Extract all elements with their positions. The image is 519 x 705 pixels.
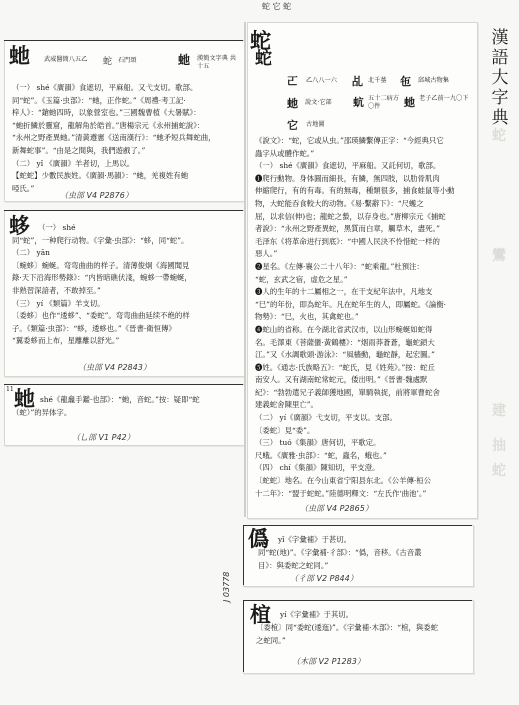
body-line: 〔蜿蛥〕蜿蜒。弯弯曲曲的样子。清薄俊炯《海國聞見: [12, 260, 190, 270]
body-line: 目》：與委蛇之蛇同。”: [258, 560, 329, 570]
body-line: 毛泽东《将革命进行到底》：“中國人民決不怜惜蛇一样的: [255, 236, 440, 246]
card-left-rule: [243, 600, 244, 672]
title-char: 語: [491, 48, 509, 68]
entry-headword: 蛇: [250, 28, 271, 53]
body-line: （二） yǐ 《廣韻》羊者切，上馬以。: [12, 158, 135, 168]
body-line: 十二年》：“盟于蛇蛇。”陸德明釋文：“左氏作‘曲池’。”: [255, 488, 427, 498]
body-line: “永州之野產異虵。”清黃遵憲《送南漢行》：“虵矛短兵舞蛇曲，: [12, 133, 216, 143]
card-left-rule: [243, 525, 244, 585]
body-line: 子。《類篇·虫部》：“蛥，逶蛥也。”《晉書·衛恒傳》: [12, 323, 176, 333]
body-line: （一） shé《廣韻》食遮切，平麻船。又弋支切。歌部。: [12, 83, 198, 92]
body-line: ❺姓。《通志·氏族略五》：“蛇氏，見《姓苑》。”按：蛇丘: [255, 362, 435, 372]
body-line: 梓人》：“鎗虵四時，以象營室也。”三國魏曹植《大暑賦》：: [12, 108, 201, 118]
body-line: 同“蛇”，一种爬行动物。《字彙·虫部》：“蛥，同“蛇”。: [12, 235, 189, 245]
entry-body: [278, 534, 470, 547]
ghost-char: 蛇: [492, 128, 506, 144]
body-line: 【蛇蛇】少數民族姓。《廣韻·馬韻》：“虵，羌複姓有虵: [12, 171, 189, 181]
ghost-char: 抽: [492, 438, 506, 454]
dictionary-title: [489, 28, 511, 128]
body-line: yǐ《字彙補》于甚切。: [278, 535, 352, 544]
seal-glyph: 𠀀: [287, 75, 298, 88]
form-source: 說文·它部: [305, 99, 332, 106]
entry-body-cont: [256, 622, 470, 647]
body-line: （二） yān: [12, 248, 50, 258]
body-line: 錄·天下沿海形勢錄》：“内皆暗礁伏淺，蜿蛥一帶蜿蜒，: [12, 273, 192, 283]
body-line: （二） yí《廣韻》弋支切，平支以。支部。: [255, 413, 397, 423]
body-line: 同“蛇(地)”。《字彙補·彳部》：“僞，音移。《古音叢: [258, 548, 422, 557]
body-line: 同“蛇”。《玉篇·虫部》：“虵，正作蛇。”《周禮·考工記·: [12, 95, 186, 105]
form-source: 武威醫簡八五乙: [44, 56, 88, 63]
body-line: （四） chí《集韻》陳知切，平支澄。: [255, 463, 380, 473]
handwritten-ref: （乚部 V1 P42）: [72, 433, 135, 442]
body-line: “巳”的年份，即為蛇年。凡在蛇年生的人，即屬蛇。《論衡·: [255, 299, 446, 309]
body-line: 〔蛇蛇〕地名。在今山東省宁阳县东北。《公羊傳·桓公: [255, 476, 432, 486]
body-line: 尺蛾。《廣雅·虫部》：“蛇，蟲名，蛾也。”: [255, 450, 387, 460]
form-source: 五十二病方 〇件: [368, 95, 399, 111]
entry-headword: 椬: [250, 602, 271, 627]
body-line: 南安人。又有湖南蛇常蛇元，倭出明。”《晉書·魏處默: [255, 375, 428, 385]
form-glyph: 蛇: [103, 57, 113, 67]
body-line: 物，大蛇能吞食較大的动物。《易·繫辭下》：“尺蠖之: [255, 198, 424, 208]
seal-glyph: 虵: [404, 96, 415, 109]
handwritten-ref: （虫部 V4 P2843）: [78, 363, 151, 372]
body-line: 名。毛澤東《菩薩蠻·黃鶴樓》：“烟雨莽蒼蒼，龜蛇鎖大: [255, 337, 435, 347]
body-line: 建義蛇舍陳里亡”。: [255, 400, 318, 410]
body-line: 新舞蛇事”。“由是之間與，我們遊戲了。”: [12, 145, 146, 155]
form-source: 古地圖: [306, 121, 325, 128]
top-margin-label: 蛇 它 蛇: [262, 2, 292, 11]
card-top-rule: [243, 600, 472, 601]
form-source: 乙八八一六: [306, 77, 337, 84]
body-line: yí《字彙補》于其切。: [280, 610, 354, 619]
body-line: 〔委蛥〕也作“逶蛥”、“委蛇”。弯弯曲曲延续不绝的样: [12, 311, 190, 321]
body-line: （一） shé: [38, 223, 76, 232]
form-source: 北千墓: [368, 77, 387, 84]
body-line: （一） shé《廣韻》食遮切，平麻船。又託何切，歌部。: [255, 161, 441, 171]
card-shadow: [244, 22, 246, 517]
body-line: 啞氏。”: [12, 183, 35, 193]
body-line: “虵折鱗於靈窟，龍解角於皓首。”唐楊宗元《永州捕蛇說》：: [12, 120, 205, 130]
body-line: （蛇）”的异体字。: [12, 408, 72, 417]
form-glyph: 虵: [178, 53, 191, 67]
body-line: 惡人。”: [255, 249, 278, 259]
entry-headword: 虵: [14, 386, 35, 411]
body-line: “蛇，玄武之宿，虚危之星。”: [255, 274, 348, 284]
body-line: ❷星名。《左傳·襄公二十八年》：“蛇乘龍。”杜預注：: [255, 261, 424, 271]
entry-headword: 虵: [9, 43, 30, 68]
body-line: 〔委蛇〕見“委”。: [255, 425, 315, 435]
body-line: 江。”又《水調歌頭·游泳》：“風檣動，龜蛇靜，起宏圖。”: [255, 350, 435, 360]
seal-glyph: 㐌: [400, 75, 411, 88]
form-source: 邱城古物集: [418, 77, 449, 84]
title-char: 典: [491, 108, 509, 128]
body-line: （三） yí 《類篇》羊支切。: [12, 298, 105, 308]
title-char: 漢: [491, 28, 509, 48]
entry-headword: 蛥: [9, 213, 30, 238]
card-top-rule: [4, 384, 243, 385]
entry-headword-alt: 蛇: [255, 49, 272, 69]
title-char: 大: [491, 68, 509, 88]
form-source: 石門頌: [118, 57, 137, 64]
body-line: 非熟習深諳者，不敢掉至。”: [12, 285, 101, 295]
card-top-rule: [4, 210, 243, 211]
seal-glyph: 它: [287, 119, 298, 132]
entry-body: [255, 135, 477, 500]
body-line: 〔委椬〕同“委蛇(逶迤)”。《字彙補·木部》：“椬，與委蛇: [256, 623, 439, 632]
card-top-rule: [243, 525, 472, 526]
entry-body: [280, 609, 470, 622]
entry-body-cont: [258, 547, 470, 572]
form-source: 老子乙前一九〇下: [419, 95, 469, 102]
ghost-char: 蛇: [492, 463, 506, 479]
entry-body: [40, 394, 240, 407]
body-line: ❹蛇山的省称。在今湖北省武汉市，以山形蜿蜒如蛇得: [255, 324, 433, 334]
body-line: shé《龍龕手鑑·也部》：“虵，音蛇。”按：疑即“蛇: [40, 395, 200, 404]
ghost-char: 建: [492, 403, 506, 419]
body-line: 屈，以求信(伸)也；龍蛇之蟄，以存身也。”唐柳宗元《捕蛇: [255, 211, 446, 221]
handwritten-ref: （彳部 V2 P844）: [290, 574, 358, 583]
body-line: 紀》：“勃勃遣兄子義師獲地國，單騎執捉，前將軍曹蛇舍: [255, 387, 440, 397]
body-line: 物勢》：“巳，火也，其禽蛇也。”: [255, 312, 359, 322]
entry-body: [12, 82, 242, 195]
body-line: （三） tuó《集韻》唐何切，平歌定。: [255, 438, 381, 448]
card-top-rule: [4, 40, 243, 41]
body-line: 之蛇同。”: [256, 635, 286, 645]
entry-headword: 僞: [248, 526, 269, 551]
handwritten-ref: （木部 V2 P1283）: [292, 657, 365, 666]
body-line: 《說文》：“蛇，它或从虫。”邵瑛鱗繫傳正字：“今經典只它: [255, 136, 444, 145]
archive-stamp: J 03778: [222, 571, 231, 602]
handwritten-ref: （虫部 V4 P2876）: [60, 191, 133, 200]
body-line: “翼委蛥而上布，星離離以舒光。”: [12, 336, 120, 346]
body-line: ❶爬行動物。身体圓而細長，有鱗，無四肢，以肋骨肌肉: [255, 173, 440, 183]
entry-body-cont: [12, 407, 242, 420]
form-source: 漢簡文字典 共十五: [197, 55, 237, 71]
body-line: 蟲字从或體作蛇。”: [255, 148, 315, 158]
body-line: ❸人的生年的十二屬相之一，在干支紀年法中，凡地支: [255, 287, 433, 297]
seal-glyph: 蚢: [353, 96, 364, 109]
ghost-char: 鸞: [492, 248, 506, 264]
entry-body: [12, 222, 242, 348]
body-line: 伸縮爬行，有的有毒。有的無毒，種類很多，捕食蛙鼠等小動: [255, 186, 455, 196]
seal-glyph: 乩: [352, 75, 363, 88]
body-line: 者說》：“永州之野產異蛇，黑質而白章，觸草木，盡死。”: [255, 224, 440, 234]
seal-glyph: 虵: [287, 97, 298, 110]
entry-number: 11: [6, 386, 14, 393]
handwritten-ref: （虫部 V4 P2865）: [300, 504, 373, 513]
title-char: 字: [491, 88, 509, 108]
